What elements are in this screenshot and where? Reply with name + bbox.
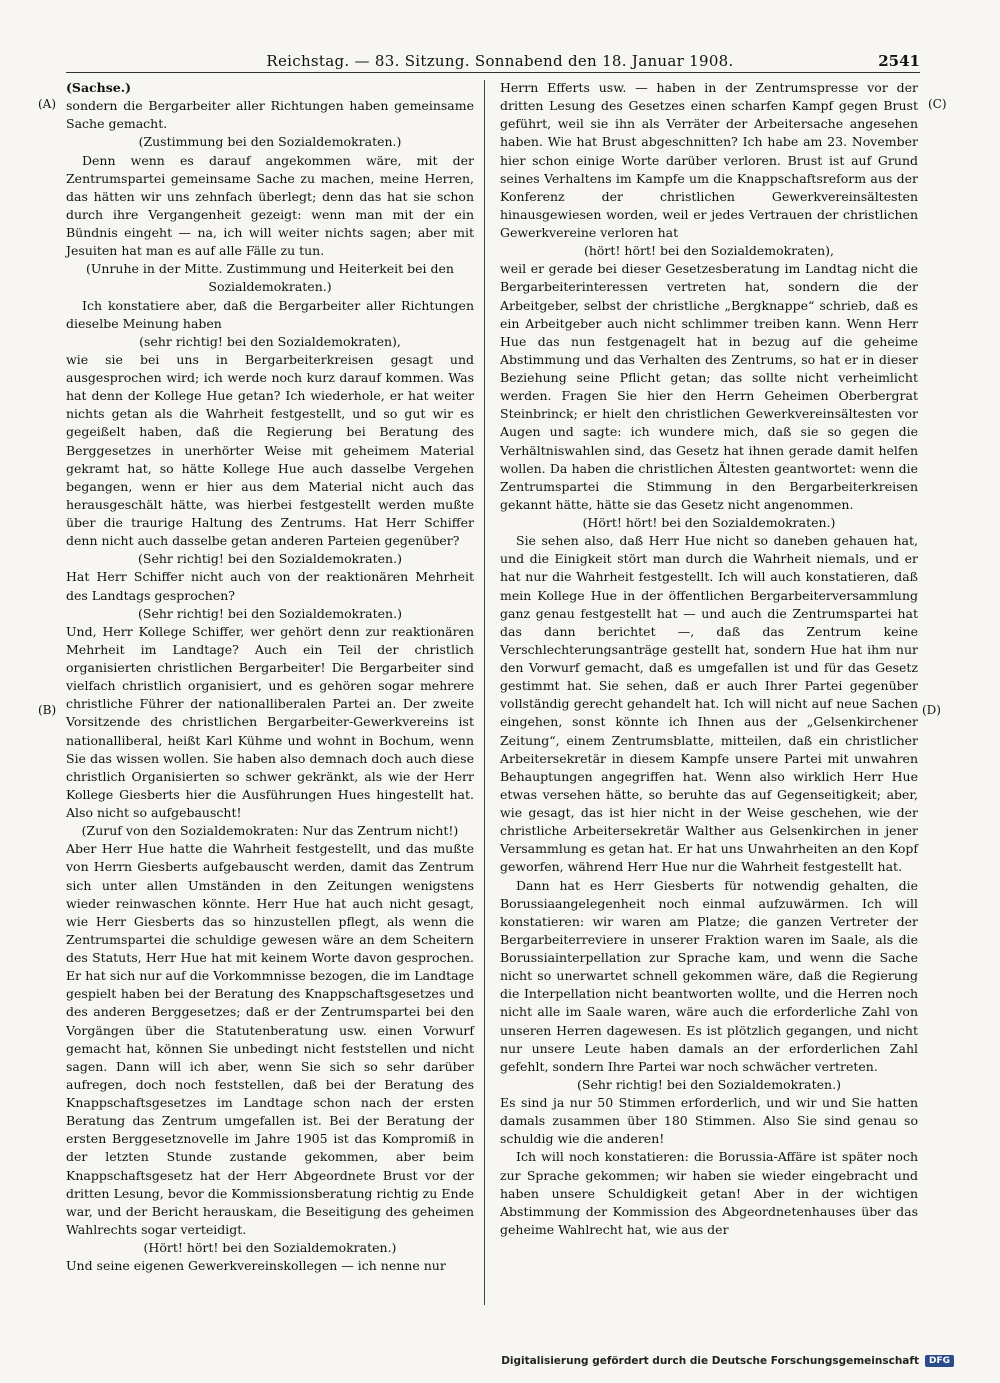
- header-rule: [66, 72, 920, 73]
- right-column: [500, 79, 918, 1239]
- paragraph: Und seine eigenen Gewerkvereinskollegen — ich nenne nur: [66, 1258, 446, 1274]
- interjection: (Zustimmung bei den Sozialdemokraten.): [138, 134, 402, 150]
- paragraph: Es sind ja nur 50 Stimmen erforderlich, und wir und Sie hatten damals zusammen über 180 Stimmen. Also Sie sind genau so schuldig wie die anderen!: [500, 1095, 918, 1147]
- paragraph: sondern die Bergarbeiter aller Richtungen haben gemeinsame Sache gemacht.: [66, 98, 474, 132]
- paragraph: Hat Herr Schiffer nicht auch von der reaktionären Mehrheit des Landtags gesprochen?: [66, 569, 474, 603]
- interjection: (sehr richtig! bei den Sozialdemokraten),: [139, 333, 401, 349]
- speaker-name: (Sachse.): [66, 80, 131, 95]
- interjection: (Sehr richtig! bei den Sozialdemokraten.): [577, 1076, 841, 1092]
- margin-marker-a: (A): [38, 97, 57, 111]
- paragraph: Ich konstatiere aber, daß die Bergarbeiter aller Richtungen dieselbe Meinung haben: [66, 297, 474, 331]
- digitization-credit: [501, 1355, 954, 1367]
- paragraph: wie sie bei uns in Bergarbeiterkreisen gesagt und ausgesprochen wird; ich werde noch kurz darauf kommen. Was hat denn der Kollege Hue getan? Ich wiederhole, er hat weiter nichts getan als die Wahrheit festgestellt, und so gut wir es gegeißelt haben, daß die Regierung bei Beratung des Berggesetzes in unerhörter Weise mit geheimem Material gekramt hat, so hätte Kollege Hue auch dasselbe Vergehen begangen, wenn er hier aus dem Material nicht auch das herausgeschält hätte, was hierbei festgestellt werden mußte über die traurige Haltung des Zentrums. Hat Herr Schiffer denn nicht auch dasselbe getan anderen Parteien gegenüber?: [66, 351, 474, 549]
- paragraph: Sie sehen also, daß Herr Hue nicht so daneben gehauen hat, und die Einigkeit stört man durch die Wahrheit niemals, und er hat nur die Wahrheit festgestellt. Ich will auch konstatieren, daß mein Kollege Hue in der öffentlichen Bergarbeiterversammlung ganz genau festgestellt hat — und auch die Zentrumspartei hat das dann berichtet —, daß das Zentrum keine Verschlechterungsanträge gestellt hat, sondern Hue hat ihm nur den Vorwurf gemacht, daß es umgefallen ist und für das Gesetz gestimmt hat. Sie sehen, daß er auch Ihrer Partei gegenüber vollständig gerecht gehandelt hat. Ich will nicht auf neue Sachen eingehen, sonst könnte ich Ihnen aus der „Gelsenkirchener Zeitung“, einem Zentrumsblatte, mitteilen, daß ein christlicher Arbeitersekretär in diesem Kampfe unsere Partei mit unwahren Behauptungen angegriffen hat. Wenn also wirklich Herr Hue etwas versehen hätte, so beruhte das auf Gegenseitigkeit; aber, wie gesagt, das ist hier nicht in der Weise geschehen, wie der christliche Arbeitersekretär Walther aus Gelsenkirchen in jener Versammlung es getan hat. Er hat uns Unwahrheiten an den Kopf geworfen, während Herr Hue nur die Wahrheit festgestellt hat.: [500, 533, 918, 875]
- column-divider: [484, 80, 485, 1305]
- paragraph: Dann hat es Herr Giesberts für notwendig gehalten, die Borussiaangelegenheit noch einmal aufzuwärmen. Ich will konstatieren: wir waren am Platze; die ganzen Vertreter der Bergarbeiterreviere in unserer Fraktion waren im Saale, als die Borussiainterpellation zur Sprache kam, und wenn die Sache nicht so unerwartet schnell gekommen wäre, daß die Regierung die Interpellation nicht beantworten wollte, und die Herren noch nicht alle im Saale waren, wäre auch die erforderliche Zahl von unseren Herren dagewesen. Es ist plötzlich gegangen, und nicht nur unsere Leute haben damals an der erforderlichen Zahl gefehlt, sondern Ihre Partei war noch schwächer vertreten.: [500, 877, 918, 1074]
- interjection: (Unruhe in der Mitte. Zustimmung und Heiterkeit bei den Sozialdemokraten.): [86, 261, 454, 295]
- paragraph: Herrn Efferts usw. — haben in der Zentrumspresse vor der dritten Lesung des Gesetzes einen scharfen Kampf gegen Brust geführt, weil sie ihn als Verräter der Arbeitersache angesehen haben. Wie hat Brust abgeschnitten? Ich habe am 23. November hier schon einige Worte darüber verloren. Brust ist auf Grund seines Verhaltens im Kampfe um die Knappschaftsreform aus der Konferenz der christlichen Gewerkvereinsältesten hinausgewiesen worden, weil er jedes Vertrauen der christlichen Gewerkvereine verloren hat: [500, 80, 918, 240]
- margin-marker-d: (D): [922, 703, 941, 717]
- margin-marker-b: (B): [38, 703, 57, 717]
- credit-text: Digitalisierung gefördert durch die Deutsche Forschungsgemeinschaft: [501, 1355, 919, 1367]
- interjection: (Hört! hört! bei den Sozialdemokraten.): [582, 515, 836, 530]
- paragraph: Denn wenn es darauf angekommen wäre, mit der Zentrumspartei gemeinsame Sache zu machen, meine Herren, das hätten wir uns zehnfach überlegt; denn das hat sie schon durch ihre Vergangenheit gezeigt: wenn man mit der ein Bündnis eingeht — na, ich will weiter nichts sagen; aber mit Jesuiten hat man es auf alle Fälle zu tun.: [66, 152, 474, 259]
- margin-marker-c: (C): [928, 97, 947, 111]
- interjection: (Sehr richtig! bei den Sozialdemokraten.): [138, 605, 402, 621]
- paragraph: Ich will noch konstatieren: die Borussia-Affäre ist später noch zur Sprache gekommen; wir haben sie wieder eingebracht und haben unsere Schuldigkeit getan! Aber in der wichtigen Abstimmung der Kommission des Abgeordnetenhauses über das geheime Wahlrecht hat, wie aus der: [500, 1149, 918, 1237]
- interjection: (Zuruf von den Sozialdemokraten: Nur das Zentrum nicht!): [81, 823, 459, 839]
- paragraph: weil er gerade bei dieser Gesetzesberatung im Landtag nicht die Bergarbeiterinteressen vertreten hat, sondern die der Arbeitgeber, selbst der christliche „Bergknappe“ schrieb, daß es ein Arbeitgeber auch nicht schlimmer treiben kann. Wenn Herr Hue das nun festgenagelt hat in bezug auf die geheime Abstimmung und das Verhalten des Zentrums, so hat er in dieser Beziehung seine Pflicht getan; das sollte nicht verheimlicht werden. Fragen Sie hier den Herrn Geheimen Oberbergrat Steinbrinck; er hielt den christlichen Gewerkvereinsältesten vor Augen und sagte: ich wundere mich, daß sie so gegen die Verhältniswahlen sind, das Gesetz hat ihnen gerade damit helfen wollen. Da haben die christlichen Ältesten geantwortet: wenn die Zentrumspartei die Stimmung in den Bergarbeiterkreisen gekannt hätte, hätte sie das Gesetz nicht angenommen.: [500, 261, 918, 512]
- running-title: Reichstag. — 83. Sitzung. Sonnabend den 18. Januar 1908.: [266, 52, 734, 70]
- interjection: (Sehr richtig! bei den Sozialdemokraten.): [138, 551, 402, 567]
- paragraph: Und, Herr Kollege Schiffer, wer gehört denn zur reaktionären Mehrheit im Landtage? Auch ein Teil der christlich organisierten christlichen Bergarbeiter! Die Bergarbeiter sind vielfach christlich organisiert, und es gehören sogar mehrere christliche Führer der nationalliberalen Partei an. Der zweite Vorsitzende des christlichen Bergarbeiter-Gewerkvereins ist nationalliberal, heißt Karl Kühme und wohnt in Bochum, wenn Sie das wissen wollen. Sie haben also demnach doch auch diese christlich Organisierten so schwer gekränkt, als wie der Herr Kollege Giesberts hier die Ausführungen Hues hingestellt hat. Also nicht so aufgebauscht!: [66, 623, 474, 820]
- left-column: [66, 79, 474, 1275]
- paragraph: Aber Herr Hue hatte die Wahrheit festgestellt, und das mußte von Herrn Giesberts aufgebauscht werden, damit das Zentrum sich unter allen Umständen in den Zeitungen wenigstens wieder reinwaschen könnte. Herr Hue hat auch nicht gesagt, wie Herr Giesberts das so hinzustellen pflegt, als wenn die Zentrumspartei die schuldige gewesen wäre an dem Scheitern des Statuts, Herr Hue hat mit keinem Worte davon gesprochen. Er hat sich nur auf die Vorkommnisse bezogen, die im Landtage gespielt haben bei der Beratung des Knappschaftsgesetzes und des anderen Berggesetzes; daß er der Zentrumspartei bei den Vorgängen über die Statutenberatung usw. einen Vorwurf gemacht hat, können Sie unbedingt nicht feststellen und nicht sagen. Dann will ich aber, wenn Sie sich so sehr darüber aufregen, doch noch feststellen, daß bei der Beratung des Knappschaftsgesetzes im Landtage schon nach der ersten Beratung das Zentrum umgefallen ist. Bei der Beratung der ersten Berggesetznovelle im Jahre 1905 ist das Kompromiß in der letzten Stunde zustande gekommen, aber beim Knappschaftsgesetz hat der Herr Abgeordnete Brust vor der dritten Lesung, bevor die Kommissionsberatung richtig zu Ende war, und der Bericht herauskam, die Beseitigung des geheimen Wahlrechts sogar verteidigt.: [66, 841, 474, 1237]
- interjection: (Hört! hört! bei den Sozialdemokraten.): [143, 1240, 397, 1255]
- dfg-logo: DFG: [925, 1355, 954, 1367]
- interjection: (hört! hört! bei den Sozialdemokraten),: [583, 243, 835, 259]
- page-number: 2541: [878, 52, 920, 70]
